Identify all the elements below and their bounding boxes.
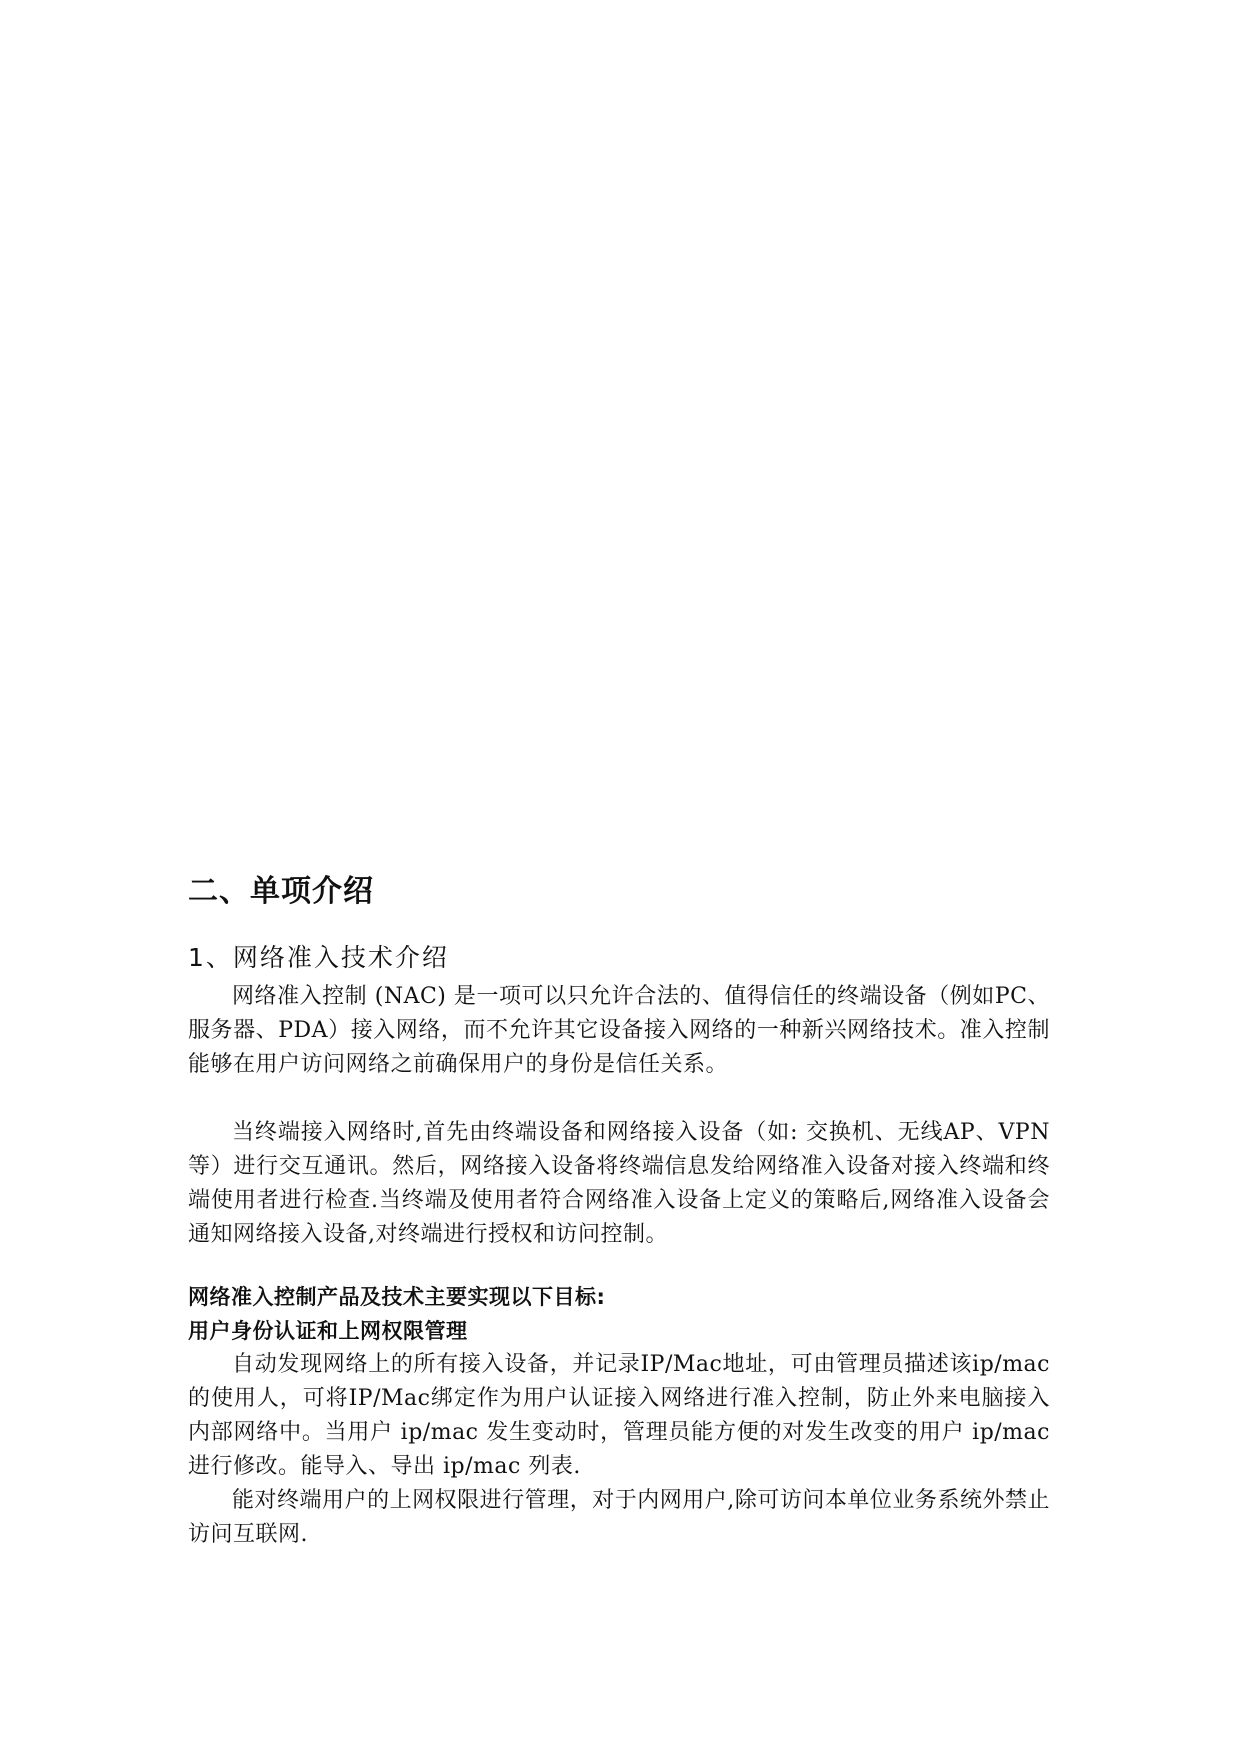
goal-1-heading: 用户身份认证和上网权限管理 [188,1319,468,1343]
section-title: 二、单项介绍 [188,874,374,909]
paragraph-nac-process: 当终端接入网络时,首先由终端设备和网络接入设备（如: 交换机、无线AP、VPN等）进行交互通讯。然后，网络接入设备将终端信息发给网络准入设备对接入终端和终端使用者进行检查.当终端及使用者符合网络准入设备上定义的策略后,网络准入设备会通知网络接入设备,对终端进行授权和访问控制。 [188,1120,1050,1247]
paragraph-nac-definition: 网络准入控制 (NAC) 是一项可以只允许合法的、值得信任的终端设备（例如PC、服务器、PDA）接入网络，而不允许其它设备接入网络的一种新兴网络技术。准入控制能够在用户访问网络之前确保用户的身份是信任关系。 [188,984,1050,1077]
paragraph-ip-mac-management: 自动发现网络上的所有接入设备，并记录IP/Mac地址，可由管理员描述该ip/mac的使用人，可将IP/Mac绑定作为用户认证接入网络进行准入控制，防止外来电脑接入内部网络中。当用户 ip/mac 发生变动时，管理员能方便的对发生改变的用户 ip/mac 进行修改。能导入、导出 ip/mac 列表. [188,1352,1050,1479]
goals-heading: 网络准入控制产品及技术主要实现以下目标: [188,1285,606,1309]
subsection-title: 1、网络准入技术介绍 [188,943,449,972]
paragraph-access-rights: 能对终端用户的上网权限进行管理，对于内网用户,除可访问本单位业务系统外禁止访问互联网. [188,1488,1050,1547]
document-content [188,870,1050,1552]
